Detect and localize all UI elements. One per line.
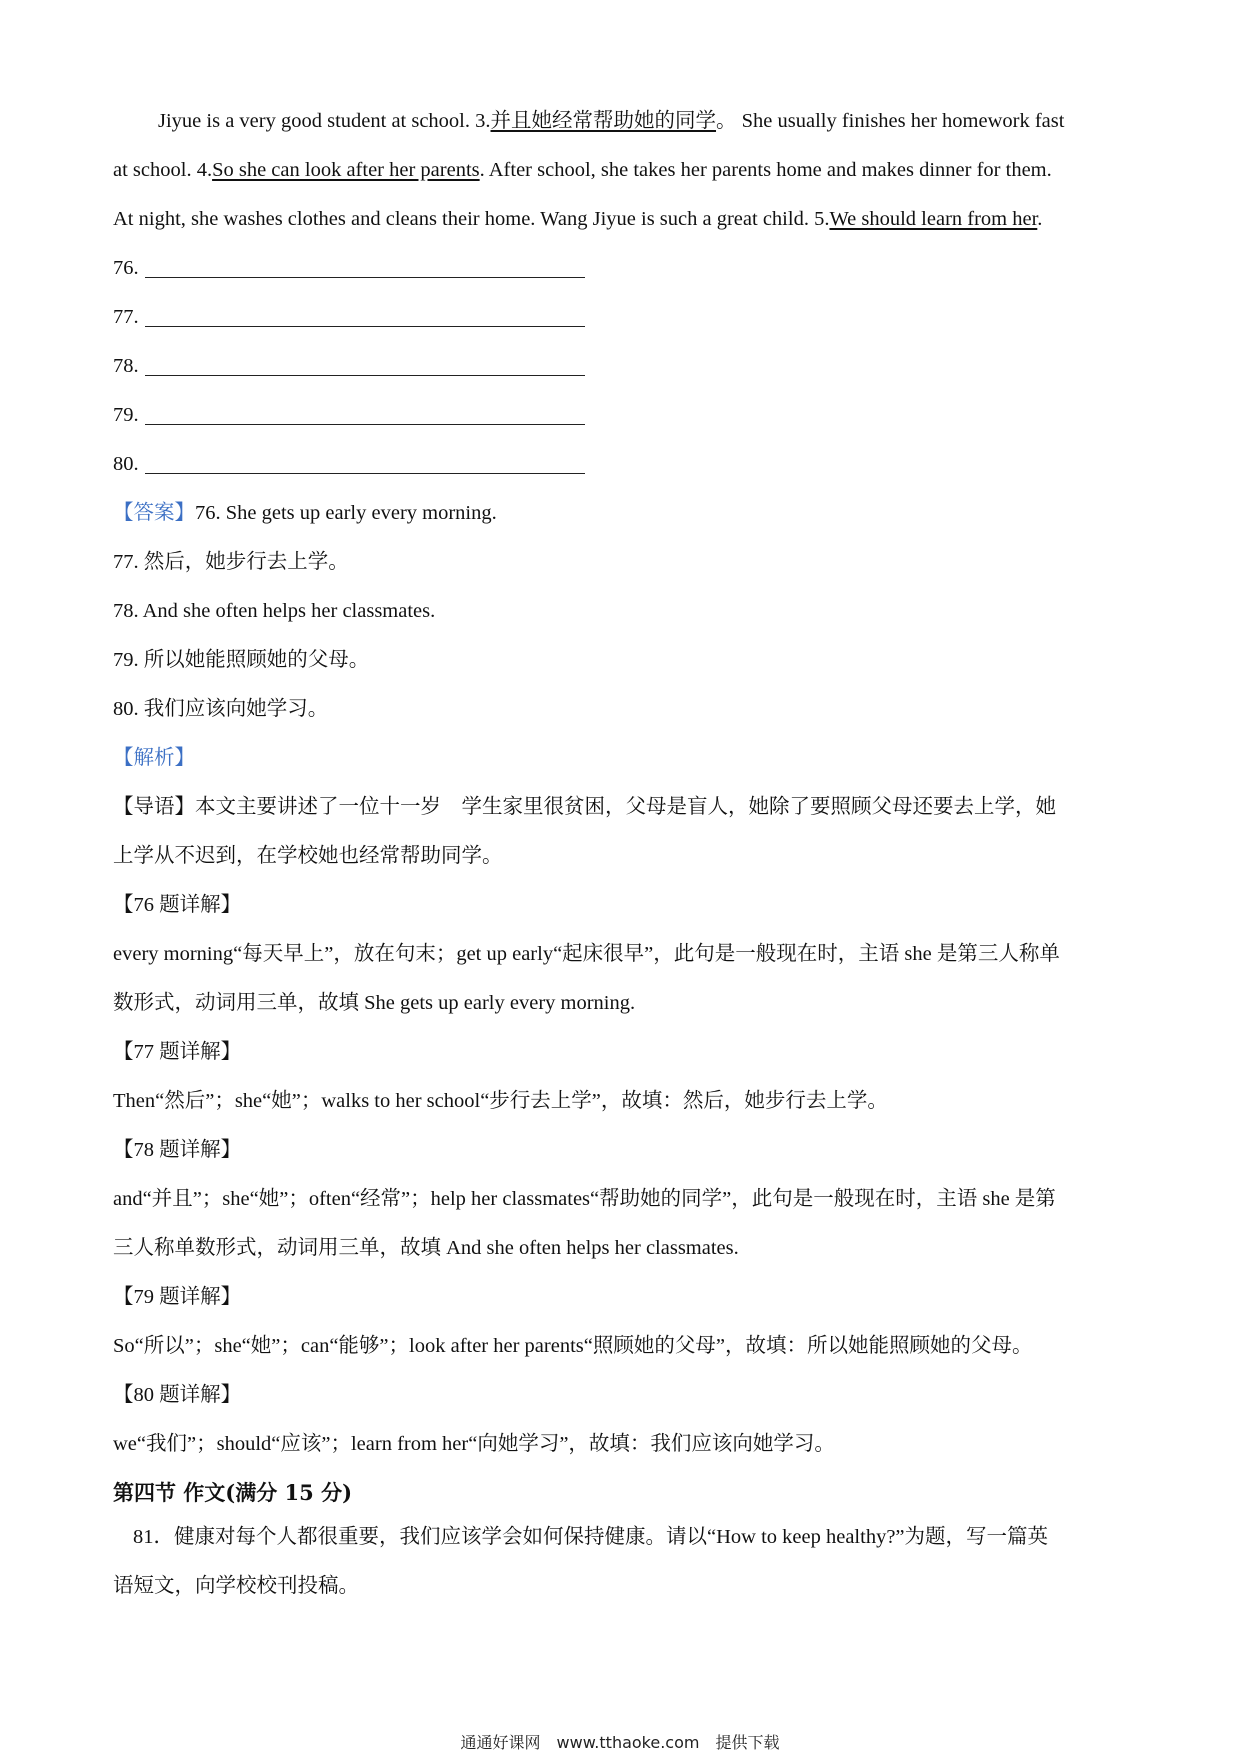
answer-77: 77. 然后，她步行去上学。	[113, 551, 349, 573]
detail-80-line-1: we“我们”；should“应该”；learn from her“向她学习”，故填：我们应该向她学习。	[113, 1433, 835, 1455]
blank-number: 78.	[113, 355, 139, 377]
blank-number: 80.	[113, 453, 139, 475]
section-4-heading: 第四节 作文(满分 15 分)	[113, 1480, 353, 1505]
blank-number: 79.	[113, 404, 139, 426]
underlined-sentence-3: 并且她经常帮助她的同学	[490, 110, 717, 132]
detail-79-line-1: So“所以”；she“她”；can“能够”；look after her parents“照顾她的父母”，故填：所以她能照顾她的父母。	[113, 1335, 1033, 1357]
underlined-sentence-4: So she can look after her parents	[212, 159, 480, 181]
blank-line	[145, 353, 585, 376]
answer-blank-79	[113, 391, 1133, 440]
detail-79-title: 【79 题详解】	[113, 1286, 242, 1308]
answer-80: 80. 我们应该向她学习。	[113, 698, 329, 720]
passage-text: at school. 4.	[113, 159, 213, 181]
answer-76	[113, 489, 1133, 538]
detail-76-line-1: every morning“每天早上”，放在句末；get up early“起床很早”，此句是一般现在时，主语 she 是第三人称单	[113, 943, 1060, 965]
detail-80-title: 【80 题详解】	[113, 1384, 242, 1406]
blank-line	[145, 402, 585, 425]
passage-line-1	[113, 97, 1133, 146]
detail-78-line-2: 三人称单数形式，动词用三单，故填 And she often helps her classmates.	[113, 1237, 739, 1259]
blank-line	[145, 255, 585, 278]
passage-text: .	[1037, 208, 1043, 230]
answer-text: 76. She gets up early every morning.	[195, 502, 497, 524]
answer-79: 79. 所以她能照顾她的父母。	[113, 649, 370, 671]
blank-number: 76.	[113, 257, 139, 279]
blank-line	[145, 304, 585, 327]
document-body	[113, 97, 1133, 1611]
blank-line	[145, 451, 585, 474]
passage-text: Jiyue is a very good student at school. 3.	[158, 110, 491, 132]
blank-number: 77.	[113, 306, 139, 328]
answer-78: 78. And she often helps her classmates.	[113, 600, 436, 622]
answer-tag: 【答案】	[113, 502, 195, 524]
answer-blank-80	[113, 440, 1133, 489]
intro-line-2: 上学从不迟到，在学校她也经常帮助同学。	[113, 845, 503, 867]
detail-76-line-2: 数形式，动词用三单，故填 She gets up early every morning.	[113, 992, 636, 1014]
underlined-sentence-5: We should learn from her	[829, 208, 1038, 230]
detail-78-line-1: and“并且”；she“她”；often“经常”；help her classmates“帮助她的同学”，此句是一般现在时，主语 she 是第	[113, 1188, 1056, 1210]
intro-line-1: 【导语】本文主要讲述了一位十一岁 学生家里很贫困，父母是盲人，她除了要照顾父母还要去上学，她	[113, 796, 1056, 818]
detail-78-title: 【78 题详解】	[113, 1139, 242, 1161]
passage-text: At night, she washes clothes and cleans their home. Wang Jiyue is such a great child. 5.	[113, 208, 830, 230]
passage-text: . After school, she takes her parents home and makes dinner for them.	[479, 159, 1052, 181]
question-81-line-2: 语短文，向学校校刊投稿。	[113, 1575, 359, 1597]
answer-blank-76	[113, 244, 1133, 293]
passage-line-3	[113, 195, 1133, 244]
question-81-line-1: 81．健康对每个人都很重要，我们应该学会如何保持健康。请以“How to keep healthy?”为题，写一篇英	[133, 1526, 1049, 1548]
page-footer: 通通好课网 www.tthaoke.com 提供下载	[460, 1733, 780, 1752]
detail-76-title: 【76 题详解】	[113, 894, 242, 916]
passage-line-2	[113, 146, 1133, 195]
answer-blank-77	[113, 293, 1133, 342]
analysis-tag: 【解析】	[113, 747, 195, 769]
answer-blank-78	[113, 342, 1133, 391]
passage-text: 。 She usually finishes her homework fast	[716, 110, 1065, 132]
detail-77-line-1: Then“然后”；she“她”；walks to her school“步行去上学”，故填：然后，她步行去上学。	[113, 1090, 888, 1112]
detail-77-title: 【77 题详解】	[113, 1041, 242, 1063]
